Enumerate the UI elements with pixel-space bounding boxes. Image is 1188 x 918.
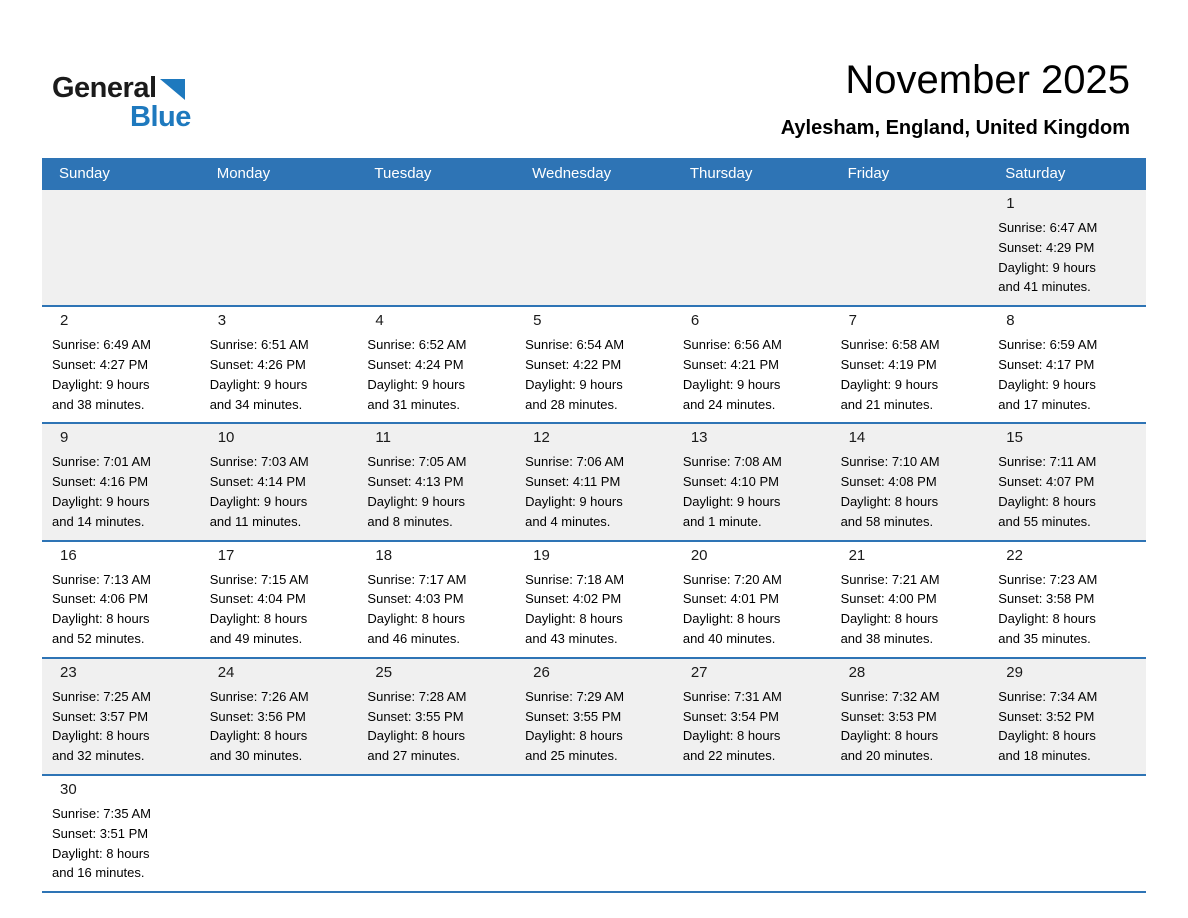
day-number: 25 (375, 663, 393, 681)
day-number: 16 (60, 546, 77, 564)
day-cell-28 (831, 659, 989, 774)
day-number: 5 (533, 312, 542, 330)
day-cell-7 (831, 307, 989, 422)
day-cell-10 (200, 424, 358, 539)
sunset-text: Sunset: 4:19 PM (840, 356, 937, 372)
day-cell-23 (42, 659, 200, 774)
sunset-text: Sunset: 3:55 PM (525, 708, 622, 724)
sunrise-text: Sunrise: 6:51 AM (209, 337, 309, 353)
day-cell-empty (200, 776, 358, 891)
daylight-text-line1: Daylight: 8 hours (998, 728, 1096, 744)
sunset-text: Sunset: 4:02 PM (525, 591, 622, 607)
logo-text-general: General (52, 72, 157, 104)
day-cell-22 (988, 542, 1146, 657)
sunset-text: Sunset: 4:06 PM (52, 591, 149, 607)
sunrise-text: Sunrise: 7:35 AM (52, 805, 151, 821)
sunset-text: Sunset: 4:14 PM (209, 474, 306, 490)
day-cell-16 (42, 542, 200, 657)
sunrise-text: Sunrise: 7:20 AM (682, 571, 782, 587)
daylight-text-line2: and 25 minutes. (525, 748, 618, 764)
sunset-text: Sunset: 3:51 PM (52, 825, 149, 841)
daylight-text-line1: Daylight: 8 hours (682, 611, 781, 627)
sunrise-text: Sunrise: 6:59 AM (998, 337, 1098, 353)
sunrise-text: Sunrise: 7:25 AM (52, 688, 151, 704)
day-cell-27 (673, 659, 831, 774)
daylight-text-line1: Daylight: 9 hours (209, 493, 308, 509)
sunset-text: Sunset: 4:11 PM (525, 474, 621, 490)
day-number: 1 (1006, 195, 1015, 212)
logo-text-blue: Blue (130, 101, 191, 133)
page-header (0, 0, 1188, 158)
daylight-text-line1: Daylight: 8 hours (52, 611, 150, 627)
sunset-text: Sunset: 4:00 PM (840, 591, 937, 607)
day-number: 20 (690, 546, 708, 564)
sunset-text: Sunset: 4:01 PM (682, 591, 779, 607)
daylight-text-line1: Daylight: 8 hours (52, 845, 150, 861)
daylight-text-line2: and 1 minute. (682, 513, 762, 529)
daylight-text-line2: and 27 minutes. (367, 748, 460, 764)
daylight-text-line2: and 17 minutes. (998, 396, 1091, 412)
day-number: 23 (60, 663, 77, 681)
day-cell-15 (988, 424, 1146, 539)
sunrise-text: Sunrise: 6:52 AM (367, 337, 467, 353)
daylight-text-line2: and 22 minutes. (682, 748, 776, 764)
calendar (42, 158, 1146, 893)
day-number: 8 (1006, 312, 1015, 330)
daylight-text-line2: and 38 minutes. (52, 396, 145, 412)
sunrise-text: Sunrise: 7:23 AM (998, 571, 1098, 587)
sunset-text: Sunset: 4:16 PM (52, 474, 149, 490)
sunrise-text: Sunrise: 7:03 AM (209, 454, 309, 470)
title-block (781, 58, 1130, 140)
day-number: 29 (1006, 663, 1023, 681)
day-cell-empty (673, 190, 831, 305)
day-cell-empty (831, 776, 989, 891)
day-cell-18 (357, 542, 515, 657)
sunset-text: Sunset: 3:53 PM (840, 708, 937, 724)
sunset-text: Sunset: 3:54 PM (682, 708, 779, 724)
daylight-text-line1: Daylight: 8 hours (525, 728, 623, 744)
sunset-text: Sunset: 3:56 PM (209, 708, 306, 724)
day-cell-19 (515, 542, 673, 657)
daylight-text-line1: Daylight: 8 hours (840, 611, 939, 627)
daylight-text-line1: Daylight: 9 hours (525, 493, 623, 509)
sunrise-text: Sunrise: 7:08 AM (682, 454, 782, 470)
sunset-text: Sunset: 4:07 PM (998, 474, 1095, 490)
sunrise-text: Sunrise: 7:15 AM (209, 571, 309, 587)
day-cell-12 (515, 424, 673, 539)
day-cell-2 (42, 307, 200, 422)
sunset-text: Sunset: 4:04 PM (209, 591, 306, 607)
day-number: 24 (217, 663, 235, 681)
daylight-text-line1: Daylight: 8 hours (840, 728, 939, 744)
day-number: 3 (217, 312, 227, 330)
week-row-3 (42, 422, 1146, 539)
daylight-text-line1: Daylight: 9 hours (682, 376, 781, 392)
weekday-tuesday: Tuesday (374, 164, 432, 182)
day-cell-13 (673, 424, 831, 539)
daylight-text-line2: and 52 minutes. (52, 630, 145, 646)
month-title: November 2025 (845, 58, 1130, 102)
daylight-text-line2: and 21 minutes. (840, 396, 934, 412)
weekday-saturday: Saturday (1005, 164, 1066, 182)
sunset-text: Sunset: 4:21 PM (682, 356, 779, 372)
day-number: 15 (1006, 429, 1023, 447)
day-number: 19 (533, 546, 550, 564)
day-cell-4 (357, 307, 515, 422)
day-cell-empty (673, 776, 831, 891)
daylight-text-line2: and 32 minutes. (52, 748, 145, 764)
daylight-text-line2: and 41 minutes. (998, 279, 1091, 295)
daylight-text-line1: Daylight: 8 hours (209, 728, 308, 744)
daylight-text-line1: Daylight: 8 hours (682, 728, 781, 744)
day-number: 17 (217, 546, 235, 564)
weekday-friday: Friday (847, 164, 890, 182)
day-number: 12 (533, 429, 550, 447)
daylight-text-line2: and 49 minutes. (209, 630, 303, 646)
week-row-6 (42, 774, 1146, 891)
sunset-text: Sunset: 4:13 PM (367, 474, 464, 490)
daylight-text-line1: Daylight: 9 hours (998, 376, 1096, 392)
day-number: 13 (690, 429, 708, 447)
daylight-text-line1: Daylight: 8 hours (525, 611, 623, 627)
day-cell-26 (515, 659, 673, 774)
day-cell-17 (200, 542, 358, 657)
daylight-text-line2: and 31 minutes. (367, 396, 460, 412)
sunset-text: Sunset: 4:10 PM (682, 474, 779, 490)
daylight-text-line1: Daylight: 8 hours (209, 611, 308, 627)
day-number: 27 (690, 663, 708, 681)
sunset-text: Sunset: 4:27 PM (52, 356, 149, 372)
day-number: 14 (848, 429, 866, 447)
daylight-text-line1: Daylight: 8 hours (367, 728, 465, 744)
daylight-text-line1: Daylight: 9 hours (209, 376, 308, 392)
daylight-text-line2: and 58 minutes. (840, 513, 934, 529)
sunrise-text: Sunrise: 7:17 AM (367, 571, 467, 587)
day-cell-empty (515, 776, 673, 891)
daylight-text-line2: and 46 minutes. (367, 630, 460, 646)
daylight-text-line1: Daylight: 8 hours (840, 493, 939, 509)
daylight-text-line1: Daylight: 9 hours (525, 376, 623, 392)
daylight-text-line2: and 55 minutes. (998, 513, 1091, 529)
sunset-text: Sunset: 3:52 PM (998, 708, 1095, 724)
daylight-text-line2: and 28 minutes. (525, 396, 618, 412)
sunset-text: Sunset: 4:17 PM (998, 356, 1095, 372)
general-blue-logo (52, 72, 191, 134)
daylight-text-line2: and 30 minutes. (209, 748, 303, 764)
sunset-text: Sunset: 3:55 PM (367, 708, 464, 724)
sunrise-text: Sunrise: 7:26 AM (209, 688, 309, 704)
sunrise-text: Sunrise: 7:10 AM (840, 454, 940, 470)
day-cell-21 (831, 542, 989, 657)
week-row-1 (42, 188, 1146, 305)
sunrise-text: Sunrise: 6:58 AM (840, 337, 940, 353)
sunrise-text: Sunrise: 7:34 AM (998, 688, 1098, 704)
sunrise-text: Sunrise: 7:29 AM (525, 688, 625, 704)
weekday-sunday: Sunday (59, 164, 110, 182)
weekday-header-row (42, 158, 1146, 188)
day-cell-20 (673, 542, 831, 657)
daylight-text-line2: and 8 minutes. (367, 513, 453, 529)
daylight-text-line2: and 35 minutes. (998, 630, 1091, 646)
day-cell-8 (988, 307, 1146, 422)
day-cell-empty (42, 190, 200, 305)
day-number: 28 (848, 663, 866, 681)
daylight-text-line2: and 20 minutes. (840, 748, 934, 764)
daylight-text-line2: and 40 minutes. (682, 630, 776, 646)
weekday-thursday: Thursday (689, 164, 753, 182)
day-cell-empty (831, 190, 989, 305)
daylight-text-line1: Daylight: 8 hours (998, 611, 1096, 627)
location-subtitle: Aylesham, England, United Kingdom (780, 117, 1130, 139)
sunrise-text: Sunrise: 7:05 AM (367, 454, 467, 470)
daylight-text-line2: and 24 minutes. (682, 396, 776, 412)
daylight-text-line1: Daylight: 8 hours (998, 493, 1096, 509)
sunset-text: Sunset: 4:24 PM (367, 356, 464, 372)
week-row-5 (42, 657, 1146, 774)
calendar-weeks (42, 188, 1146, 891)
sunset-text: Sunset: 4:08 PM (840, 474, 937, 490)
daylight-text-line1: Daylight: 9 hours (52, 493, 150, 509)
day-cell-11 (357, 424, 515, 539)
daylight-text-line2: and 18 minutes. (998, 748, 1091, 764)
day-cell-30 (42, 776, 200, 891)
day-number: 30 (60, 780, 77, 798)
daylight-text-line2: and 34 minutes. (209, 396, 303, 412)
sunset-text: Sunset: 4:26 PM (209, 356, 306, 372)
day-number: 7 (848, 312, 857, 330)
day-number: 26 (533, 663, 550, 681)
sunset-text: Sunset: 4:22 PM (525, 356, 622, 372)
day-cell-empty (515, 190, 673, 305)
daylight-text-line1: Daylight: 8 hours (52, 728, 150, 744)
sunrise-text: Sunrise: 7:21 AM (840, 571, 940, 587)
daylight-text-line1: Daylight: 9 hours (840, 376, 939, 392)
day-number: 9 (60, 429, 69, 447)
daylight-text-line1: Daylight: 9 hours (682, 493, 781, 509)
sunset-text: Sunset: 3:58 PM (998, 591, 1095, 607)
sunset-text: Sunset: 4:03 PM (367, 591, 464, 607)
sunrise-text: Sunrise: 7:32 AM (840, 688, 940, 704)
daylight-text-line2: and 14 minutes. (52, 513, 145, 529)
sunset-text: Sunset: 3:57 PM (52, 708, 149, 724)
day-cell-24 (200, 659, 358, 774)
sunrise-text: Sunrise: 7:13 AM (52, 571, 151, 587)
day-number: 2 (60, 312, 69, 330)
day-number: 21 (848, 546, 866, 564)
week-row-4 (42, 540, 1146, 657)
day-cell-3 (200, 307, 358, 422)
daylight-text-line1: Daylight: 9 hours (367, 376, 465, 392)
day-cell-empty (357, 776, 515, 891)
daylight-text-line1: Daylight: 8 hours (367, 611, 465, 627)
day-cell-empty (988, 776, 1146, 891)
daylight-text-line2: and 4 minutes. (525, 513, 611, 529)
sunrise-text: Sunrise: 7:28 AM (367, 688, 467, 704)
sunrise-text: Sunrise: 7:01 AM (52, 454, 151, 470)
daylight-text-line1: Daylight: 9 hours (367, 493, 465, 509)
day-cell-25 (357, 659, 515, 774)
day-number: 11 (375, 429, 391, 447)
day-cell-1 (988, 190, 1146, 305)
daylight-text-line2: and 11 minutes. (209, 513, 302, 529)
sunset-text: Sunset: 4:29 PM (998, 239, 1095, 255)
daylight-text-line2: and 16 minutes. (52, 865, 145, 881)
day-number: 6 (690, 312, 700, 330)
day-number: 10 (217, 429, 235, 447)
daylight-text-line1: Daylight: 9 hours (998, 259, 1096, 275)
day-cell-empty (357, 190, 515, 305)
day-number: 18 (375, 546, 393, 564)
sunrise-text: Sunrise: 7:06 AM (525, 454, 625, 470)
daylight-text-line2: and 38 minutes. (840, 630, 934, 646)
sunrise-text: Sunrise: 6:47 AM (998, 220, 1098, 235)
day-cell-5 (515, 307, 673, 422)
sunrise-text: Sunrise: 7:11 AM (998, 454, 1097, 470)
week-row-2 (42, 305, 1146, 422)
day-cell-9 (42, 424, 200, 539)
weekday-wednesday: Wednesday (532, 164, 612, 182)
weekday-monday: Monday (216, 164, 271, 182)
day-number: 22 (1006, 546, 1023, 564)
day-number: 4 (375, 312, 384, 330)
day-cell-29 (988, 659, 1146, 774)
day-cell-14 (831, 424, 989, 539)
sunrise-text: Sunrise: 6:56 AM (682, 337, 782, 353)
daylight-text-line1: Daylight: 9 hours (52, 376, 150, 392)
sunrise-text: Sunrise: 6:54 AM (525, 337, 625, 353)
sunrise-text: Sunrise: 6:49 AM (52, 337, 151, 353)
day-cell-6 (673, 307, 831, 422)
day-cell-empty (200, 190, 358, 305)
sunrise-text: Sunrise: 7:18 AM (525, 571, 625, 587)
sunrise-text: Sunrise: 7:31 AM (682, 688, 782, 704)
daylight-text-line2: and 43 minutes. (525, 630, 618, 646)
